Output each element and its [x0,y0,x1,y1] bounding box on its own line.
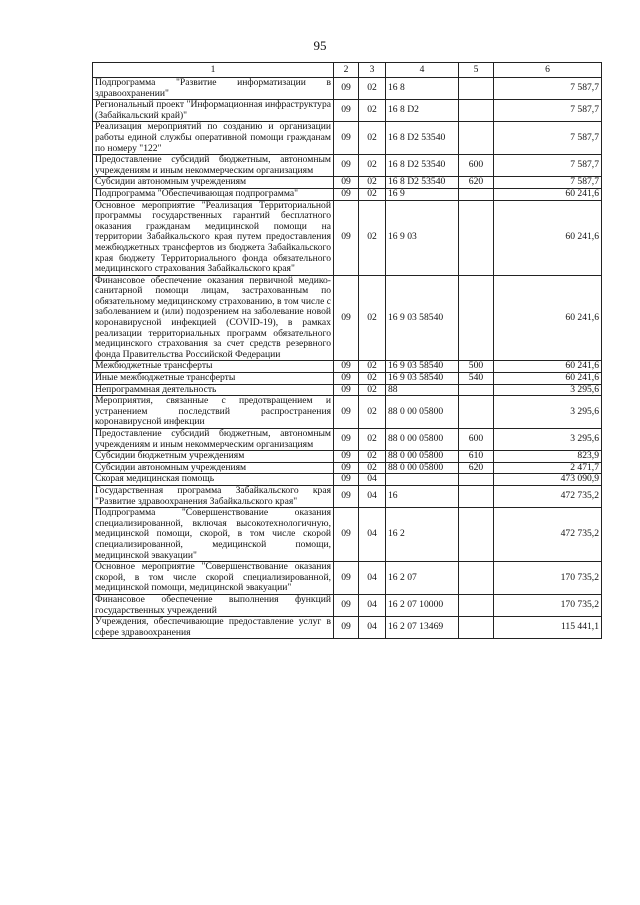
section-code-cell: 09 [334,122,359,155]
target-article-cell: 88 0 00 05800 [386,429,459,451]
subsection-code-cell: 02 [359,429,386,451]
section-code-cell: 09 [334,396,359,429]
amount-cell: 472 735,2 [494,485,602,507]
target-article-cell: 16 9 [386,188,459,200]
section-code-cell: 09 [334,155,359,177]
subsection-code-cell: 02 [359,200,386,275]
subsection-code-cell: 02 [359,462,386,474]
table-row [93,462,602,474]
column-header: 1 [93,63,334,78]
section-code-cell: 09 [334,594,359,616]
target-article-cell: 16 8 D2 53540 [386,177,459,189]
expense-type-cell: 600 [459,155,494,177]
expense-type-cell: 500 [459,361,494,373]
target-article-cell: 16 2 07 [386,562,459,595]
table-row [93,562,602,595]
amount-cell: 115 441,1 [494,617,602,639]
section-code-cell: 09 [334,508,359,562]
target-article-cell: 16 9 03 58540 [386,361,459,373]
section-code-cell: 09 [334,617,359,639]
subsection-code-cell: 04 [359,485,386,507]
section-code-cell: 09 [334,451,359,463]
section-code-cell: 09 [334,361,359,373]
section-code-cell: 09 [334,188,359,200]
table-header-row [93,63,602,78]
amount-cell: 7 587,7 [494,100,602,122]
expense-type-cell [459,188,494,200]
column-header: 2 [334,63,359,78]
budget-table [92,62,602,639]
target-article-cell: 16 8 [386,78,459,100]
subsection-code-cell: 02 [359,100,386,122]
amount-cell: 60 241,6 [494,361,602,373]
section-code-cell: 09 [334,384,359,396]
subsection-code-cell: 04 [359,594,386,616]
row-name-cell: Предоставление субсидий бюджетным, автономным учреждениям и иным некоммерческим организациям [93,155,334,177]
row-name-cell: Субсидии бюджетным учреждениям [93,451,334,463]
target-article-cell: 16 8 D2 [386,100,459,122]
expense-type-cell: 620 [459,177,494,189]
target-article-cell: 88 0 00 05800 [386,396,459,429]
target-article-cell [386,474,459,486]
row-name-cell: Учреждения, обеспечивающие предоставление услуг в сфере здравоохранения [93,617,334,639]
subsection-code-cell: 02 [359,78,386,100]
section-code-cell: 09 [334,200,359,275]
amount-cell: 60 241,6 [494,275,602,361]
table-row [93,188,602,200]
section-code-cell: 09 [334,373,359,385]
table-row [93,429,602,451]
target-article-cell: 16 2 07 13469 [386,617,459,639]
amount-cell: 7 587,7 [494,177,602,189]
subsection-code-cell: 02 [359,275,386,361]
section-code-cell: 09 [334,275,359,361]
row-name-cell: Основное мероприятие "Совершенствование оказания скорой, в том числе скорой специализированной, медицинской помощи, медицинской эвакуации" [93,562,334,595]
subsection-code-cell: 02 [359,384,386,396]
amount-cell: 170 735,2 [494,562,602,595]
subsection-code-cell: 02 [359,451,386,463]
table-row [93,373,602,385]
column-header: 5 [459,63,494,78]
table-row [93,275,602,361]
subsection-code-cell: 02 [359,177,386,189]
table-row [93,451,602,463]
row-name-cell: Подпрограмма "Развитие информатизации в здравоохранении" [93,78,334,100]
row-name-cell: Реализация мероприятий по созданию и организации работы единой службы оперативной помощи гражданам по номеру "122" [93,122,334,155]
subsection-code-cell: 02 [359,373,386,385]
row-name-cell: Предоставление субсидий бюджетным, автономным учреждениям и иным некоммерческим организациям [93,429,334,451]
target-article-cell: 16 8 D2 53540 [386,122,459,155]
amount-cell: 823,9 [494,451,602,463]
table-row [93,78,602,100]
column-header: 3 [359,63,386,78]
column-header: 4 [386,63,459,78]
expense-type-cell [459,508,494,562]
subsection-code-cell: 02 [359,396,386,429]
target-article-cell: 88 0 00 05800 [386,451,459,463]
expense-type-cell: 610 [459,451,494,463]
row-name-cell: Межбюджетные трансферты [93,361,334,373]
expense-type-cell [459,562,494,595]
target-article-cell: 16 2 07 10000 [386,594,459,616]
expense-type-cell [459,474,494,486]
target-article-cell: 16 9 03 [386,200,459,275]
amount-cell: 7 587,7 [494,122,602,155]
section-code-cell: 09 [334,177,359,189]
target-article-cell: 16 2 [386,508,459,562]
amount-cell: 472 735,2 [494,508,602,562]
subsection-code-cell: 02 [359,361,386,373]
subsection-code-cell: 02 [359,122,386,155]
target-article-cell: 16 9 03 58540 [386,275,459,361]
expense-type-cell: 620 [459,462,494,474]
expense-type-cell: 540 [459,373,494,385]
table-row [93,177,602,189]
section-code-cell: 09 [334,100,359,122]
section-code-cell: 09 [334,562,359,595]
subsection-code-cell: 04 [359,474,386,486]
expense-type-cell [459,200,494,275]
target-article-cell: 88 0 00 05800 [386,462,459,474]
table-row [93,508,602,562]
row-name-cell: Иные межбюджетные трансферты [93,373,334,385]
expense-type-cell [459,396,494,429]
expense-type-cell [459,594,494,616]
expense-type-cell [459,485,494,507]
section-code-cell: 09 [334,474,359,486]
amount-cell: 473 090,9 [494,474,602,486]
row-name-cell: Финансовое обеспечение выполнения функций государственных учреждений [93,594,334,616]
table-body [93,78,602,639]
subsection-code-cell: 02 [359,155,386,177]
expense-type-cell: 600 [459,429,494,451]
row-name-cell: Субсидии автономным учреждениям [93,462,334,474]
expense-type-cell [459,78,494,100]
subsection-code-cell: 04 [359,562,386,595]
page-number: 95 [313,38,327,53]
amount-cell: 3 295,6 [494,429,602,451]
table-row [93,474,602,486]
row-name-cell: Скорая медицинская помощь [93,474,334,486]
row-name-cell: Государственная программа Забайкальского края "Развитие здравоохранения Забайкальского края" [93,485,334,507]
expense-type-cell [459,122,494,155]
subsection-code-cell: 02 [359,188,386,200]
expense-type-cell [459,100,494,122]
section-code-cell: 09 [334,462,359,474]
table-row [93,361,602,373]
section-code-cell: 09 [334,429,359,451]
section-code-cell: 09 [334,485,359,507]
amount-cell: 60 241,6 [494,373,602,385]
expense-type-cell [459,617,494,639]
table-row [93,485,602,507]
target-article-cell: 16 9 03 58540 [386,373,459,385]
expense-type-cell [459,384,494,396]
amount-cell: 7 587,7 [494,155,602,177]
amount-cell: 3 295,6 [494,396,602,429]
row-name-cell: Подпрограмма "Совершенствование оказания специализированной, включая высокотехнологичную, медицинской помощи, скорой, в том числе скорой специализированной, медицинской помощи, медицинской эвакуации" [93,508,334,562]
table-row [93,155,602,177]
amount-cell: 2 471,7 [494,462,602,474]
amount-cell: 7 587,7 [494,78,602,100]
amount-cell: 60 241,6 [494,188,602,200]
table-row [93,384,602,396]
table-row [93,617,602,639]
row-name-cell: Непрограммная деятельность [93,384,334,396]
amount-cell: 60 241,6 [494,200,602,275]
table-row [93,122,602,155]
target-article-cell: 16 [386,485,459,507]
amount-cell: 170 735,2 [494,594,602,616]
row-name-cell: Финансовое обеспечение оказания первичной медико-санитарной помощи лицам, застрахованным по обязательному медицинскому страхованию, в том числе с заболеванием и (или) подозрением на заболевание новой коронавирусной инфекцией (COVID-19), в рамках реализации территориальных программ обязательного медицинского страхования за счет средств резервного фонда Правительства Российской Федерации [93,275,334,361]
target-article-cell: 88 [386,384,459,396]
target-article-cell: 16 8 D2 53540 [386,155,459,177]
row-name-cell: Подпрограмма "Обеспечивающая подпрограмма" [93,188,334,200]
row-name-cell: Субсидии автономным учреждениям [93,177,334,189]
table-row [93,100,602,122]
subsection-code-cell: 04 [359,508,386,562]
row-name-cell: Мероприятия, связанные с предотвращением и устранением последствий распространения коронавирусной инфекции [93,396,334,429]
subsection-code-cell: 04 [359,617,386,639]
section-code-cell: 09 [334,78,359,100]
expense-type-cell [459,275,494,361]
amount-cell: 3 295,6 [494,384,602,396]
table-row [93,396,602,429]
table-row [93,594,602,616]
row-name-cell: Региональный проект "Информационная инфраструктура (Забайкальский край)" [93,100,334,122]
row-name-cell: Основное мероприятие "Реализация Территориальной программы государственных гарантий бесплатного оказания гражданам медицинской помощи на территории Забайкальского края путем предоставления межбюджетных трансфертов из бюджета Забайкальского края бюджету Территориального фонда обязательного медицинского страхования Забайкальского края" [93,200,334,275]
table-row [93,200,602,275]
column-header: 6 [494,63,602,78]
